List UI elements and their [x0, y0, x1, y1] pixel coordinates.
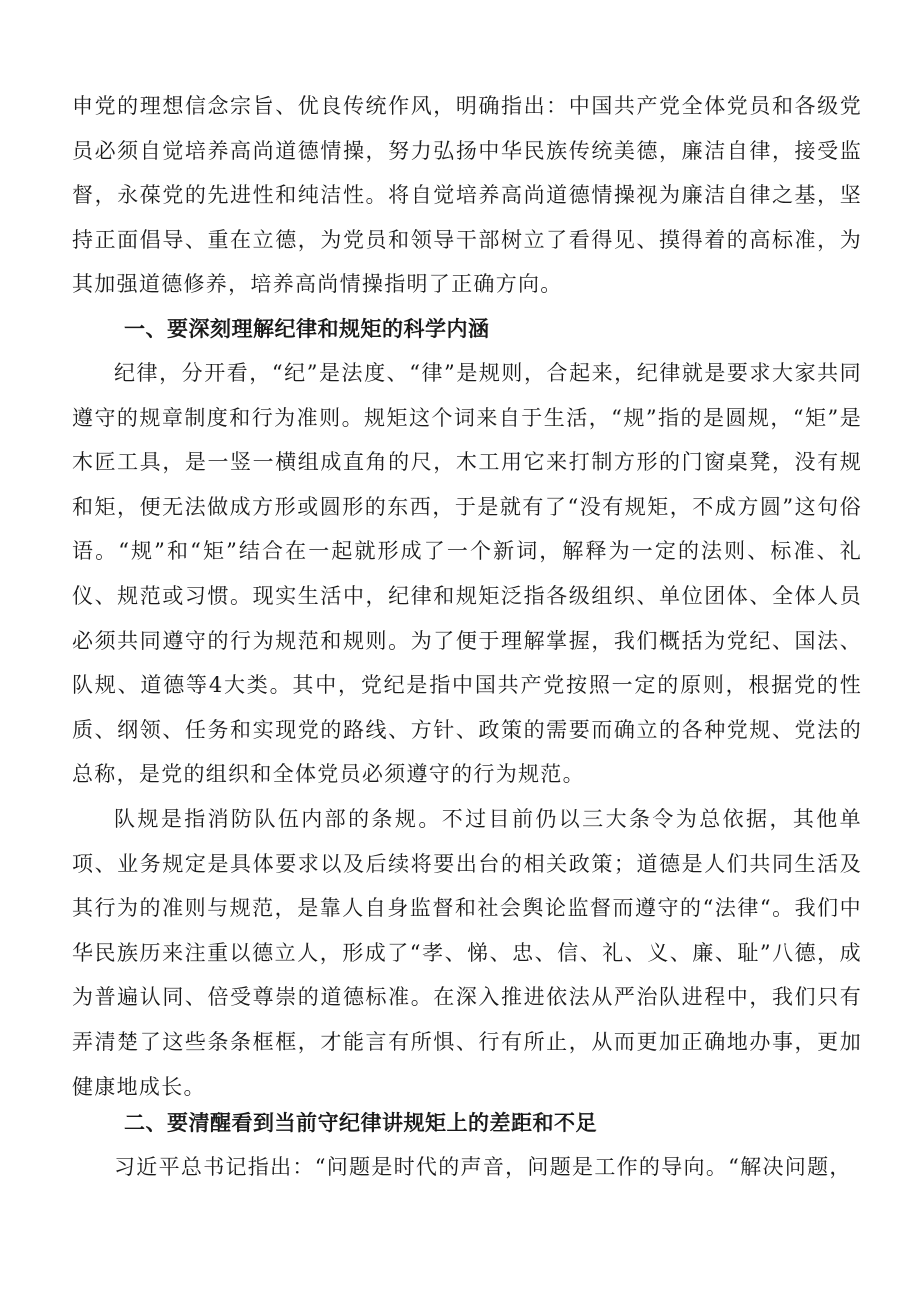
paragraph-discipline-definition: 纪律，分开看，“纪”是法度、“律”是规则，合起来，纪律就是要求大家共同遵守的规章制度和行为准则。规矩这个词来自于生活，“规”指的是圆规，“矩”是木匠工具，是一竖一横组成直角的尺，木工用它来打制方形的门窗桌凳，没有规和矩，便无法做成方形或圆形的东西，于是就有了“没有规矩，不成方圆”这句俗语。“规”和“矩”结合在一起就形成了一个新词，解释为一定的法则、标准、礼仪、规范或习惯。现实生活中，纪律和规矩泛指各级组织、单位团体、全体人员必须共同遵守的行为规范和规则。为了便于理解掌握，我们概括为党纪、国法、队规、道德等4大类。其中，党纪是指中国共产党按照一定的原则，根据党的性质、纲领、任务和实现党的路线、方针、政策的需要而确立的各种党规、党法的总称，是党的组织和全体党员必须遵守的行为规范。: [72, 361, 862, 787]
section-heading-2: 二、要清醒看到当前守纪律讲规矩上的差距和不足: [124, 1111, 597, 1135]
section-heading-1: 一、要深刻理解纪律和规矩的科学内涵: [124, 317, 490, 341]
paragraph-team-rules: 队规是指消防队伍内部的条规。不过目前仍以三大条令为总依据，其他单项、业务规定是具体要求以及后续将要出台的相关政策；道德是人们共同生活及其行为的准则与规范，是靠人自身监督和社会舆论监督而遵守的“法律“。我们中华民族历来注重以德立人，形成了“孝、悌、忠、信、礼、义、廉、耻”八德，成为普遍认同、倍受尊崇的道德标准。在深入推进依法从严治队进程中，我们只有弄清楚了这些条条框框，才能言有所惧、行有所止，从而更加正确地办事，更加健康地成长。: [72, 807, 862, 1099]
paragraph-intro: 申党的理想信念宗旨、优良传统作风，明确指出：中国共产党全体党员和各级党员必须自觉培养高尚道德情操，努力弘扬中华民族传统美德，廉洁自律，接受监督，永葆党的先进性和纯洁性。将自觉培养高尚道德情操视为廉洁自律之基，坚持正面倡导、重在立德，为党员和领导干部树立了看得见、摸得着的高标准，为其加强道德修养，培养高尚情操指明了正确方向。: [72, 94, 862, 297]
paragraph-problems: 习近平总书记指出：“问题是时代的声音，问题是工作的导向。“解决问题，: [114, 1155, 852, 1179]
